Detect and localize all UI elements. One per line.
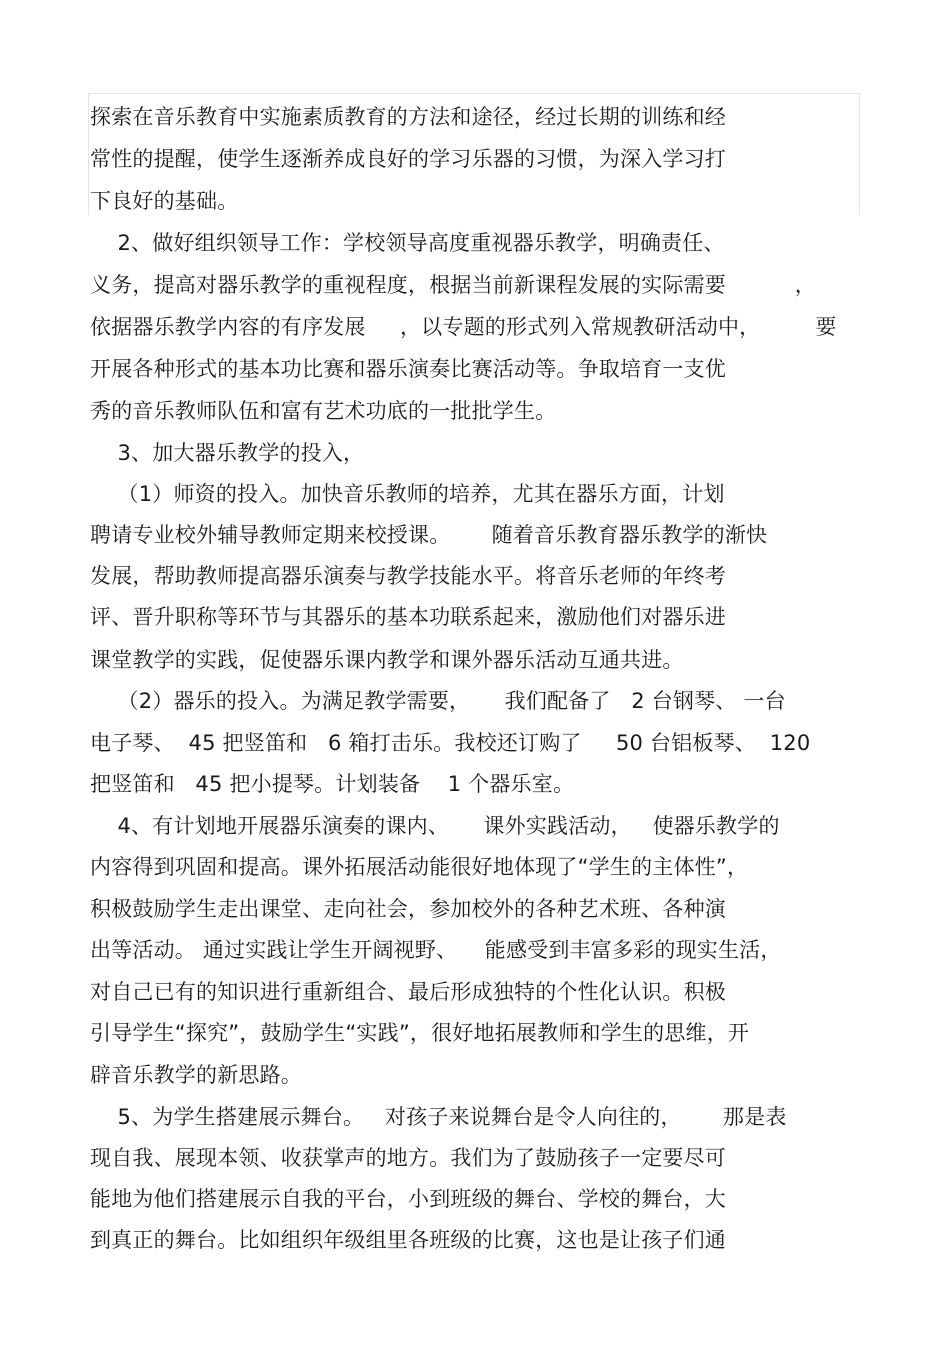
text-line: 依据器乐教学内容的有序发展 ，以专题的形式列入常规教研活动中， 要	[90, 315, 837, 339]
text-line: 下良好的基础。	[90, 189, 239, 213]
text-line: 引导学生“探究”，鼓励学生“实践”，很好地拓展教师和学生的思维，开	[90, 1021, 750, 1045]
frame-border-left	[88, 93, 89, 215]
text-line: 内容得到巩固和提高。课外拓展活动能很好地体现了“学生的主体性”，	[90, 855, 749, 879]
text-line: 聘请专业校外辅导教师定期来校授课。 随着音乐教育器乐教学的渐快	[90, 523, 768, 547]
text-line: 常性的提醒，使学生逐渐养成良好的学习乐器的习惯，为深入学习打	[90, 147, 726, 171]
text-line: 现自我、展现本领、收获掌声的地方。我们为了鼓励孩子一定要尽可	[90, 1146, 726, 1170]
frame-border-right	[859, 93, 860, 215]
text-line: 5、为学生搭建展示舞台。 对孩子来说舞台是令人向往的， 那是表	[90, 1105, 787, 1129]
text-line: 2、做好组织领导工作：学校领导高度重视器乐教学，明确责任、	[90, 231, 725, 255]
text-line: （2）器乐的投入。为满足教学需要， 我们配备了 2 台钢琴、 一台	[90, 689, 786, 713]
text-line: 电子琴、 45 把竖笛和 6 箱打击乐。我校还订购了 50 台铝板琴、 120	[90, 731, 811, 755]
text-line: 积极鼓励学生走出课堂、走向社会，参加校外的各种艺术班、各种演	[90, 897, 726, 921]
text-line: 能地为他们搭建展示自我的平台，小到班级的舞台、学校的舞台，大	[90, 1187, 726, 1211]
text-line: 把竖笛和 45 把小提琴。计划装备 1 个器乐室。	[90, 772, 575, 796]
text-line: 秀的音乐教师队伍和富有艺术功底的一批批学生。	[90, 399, 557, 423]
text-line: 辟音乐教学的新思路。	[90, 1063, 302, 1087]
text-line: 探索在音乐教育中实施素质教育的方法和途径，经过长期的训练和经	[90, 105, 726, 129]
text-line: 对自己已有的知识进行重新组合、最后形成独特的个性化认识。积极	[90, 980, 726, 1004]
text-line: 发展，帮助教师提高器乐演奏与教学技能水平。将音乐老师的年终考	[90, 564, 726, 588]
text-line: 3、加大器乐教学的投入，	[90, 441, 365, 465]
text-line: 义务，提高对器乐教学的重视程度，根据当前新课程发展的实际需要 ，	[90, 273, 816, 297]
text-line: 到真正的舞台。比如组织年级组里各班级的比赛，这也是让孩子们通	[90, 1228, 726, 1252]
text-line: 出等活动。 通过实践让学生开阔视野、 能感受到丰富多彩的现实生活，	[90, 938, 782, 962]
text-line: 评、晋升职称等环节与其器乐的基本功联系起来，激励他们对器乐进	[90, 605, 726, 629]
text-line: 4、有计划地开展器乐演奏的课内、 课外实践活动， 使器乐教学的	[90, 814, 780, 838]
text-line: （1）师资的投入。加快音乐教师的培养，尤其在器乐方面，计划	[90, 482, 725, 506]
text-line: 开展各种形式的基本功比赛和器乐演奏比赛活动等。争取培育一支优	[90, 357, 726, 381]
text-line: 课堂教学的实践，促使器乐课内教学和课外器乐活动互通共进。	[90, 648, 684, 672]
frame-border-top	[88, 93, 860, 94]
